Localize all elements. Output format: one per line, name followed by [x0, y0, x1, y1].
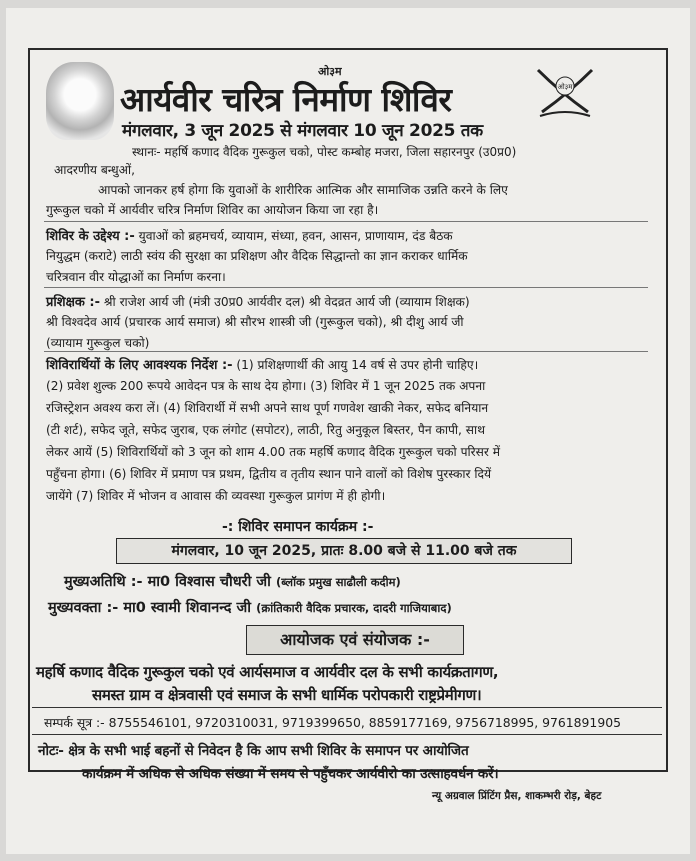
note-line: नोटः- क्षेत्र के सभी भाई बहनों से निवेदन है कि आप सभी शिविर के समापन पर आयोजित	[38, 743, 469, 759]
instructions-line: लेकर आयें (5) शिविरार्थियों को 3 जून को शाम 4.00 तक महर्षि कणाद वैदिक गुरूकुल चको परिसर में	[46, 445, 501, 459]
divider	[44, 221, 648, 222]
organizers-line: समस्त ग्राम व क्षेत्रवासी एवं समाज के सभी धार्मिक परोपकारी राष्ट्रप्रेमीगण।	[92, 686, 482, 704]
contact-label: सम्पर्क सूत्र :-	[44, 715, 105, 730]
organizers-heading-box	[246, 625, 464, 655]
printer-credit: न्यू अग्रवाल प्रिंटिंग प्रैस, शाकम्भरी रोड़, बेहट	[432, 790, 602, 802]
instructions-text: (1) प्रशिक्षणार्थी की आयु 14 वर्ष से उपर होनी चाहिए।	[236, 358, 479, 372]
speaker-line	[48, 597, 452, 617]
objective-text: युवाओं को ब्रहमचर्य, व्यायाम, संध्या, हवन, आसन, प्राणायाम, दंड बैठक	[138, 229, 453, 243]
closing-datetime-box	[116, 538, 572, 564]
divider	[32, 734, 662, 735]
trainers-label: प्रशिक्षक :-	[46, 295, 101, 310]
divider	[44, 351, 648, 352]
chief-guest-note: (ब्लॉक प्रमुख साढौली कदीम)	[276, 575, 401, 589]
trainers-text: श्री राजेश आर्य जी (मंत्री उ0प्र0 आर्यवीर दल) श्री वेदव्रत आर्य जी (व्यायाम शिक्षक)	[103, 295, 470, 309]
note-line: कार्यक्रम में अधिक से अधिक संख्या में समय से पहुँचकर आर्यवीरो का उत्साहवर्धन करें।	[82, 766, 499, 782]
objective-line: नियुद्धम (कराटे) लाठी स्वंय की सुरक्षा का प्रशिक्षण और वैदिक सिद्धान्तो का ज्ञान कराकर धार्मिक	[46, 249, 468, 263]
trainers-line: (व्यायाम गुरूकुल चको)	[46, 336, 150, 350]
chief-guest: मुख्यअतिथि :- मा0 विश्वास चौधरी जी	[64, 574, 271, 590]
speaker-note: (क्रांतिकारी वैदिक प्रचारक, दादरी गाजियाबाद)	[256, 601, 452, 615]
organizers-line: महर्षि कणाद वैदिक गुरूकुल चको एवं आर्यसमाज व आर्यवीर दल के सभी कार्यक्रतागण,	[36, 663, 499, 681]
camp-venue: स्थानः- महर्षि कणाद वैदिक गुरूकुल चको, पोस्ट कम्बोह मजरा, जिला सहारनपुर (उ0प्र0)	[132, 145, 517, 159]
objective-line	[46, 226, 453, 244]
founder-photo	[46, 62, 114, 140]
chief-guest-line	[64, 571, 401, 591]
instructions-line: (टी शर्ट), सफेद जूते, सफेद जुराब, एक लंगोट (सपोटर), लाठी, रितु अनुकूल बिस्तर, पैन कापी, साथ	[46, 423, 485, 437]
trainers-line: श्री विश्वदेव आर्य (प्रचारक आर्य समाज) श्री सौरभ शास्त्री जी (गुरूकुल चको), श्री दीशु आर्य जी	[46, 315, 464, 329]
contact-numbers: 8755546101, 9720310031, 9719399650, 8859177169, 9756718995, 9761891905	[108, 715, 621, 730]
instructions-line: रजिस्ट्रेशन अवश्य करा लें। (4) शिविरार्थी में सभी अपने साथ पूर्ण गणवेश खाकी नेकर, सफेद बनियान	[46, 401, 489, 415]
speaker: मुख्यवक्ता :- मा0 स्वामी शिवानन्द जी	[48, 600, 252, 616]
crossed-swords-logo	[532, 66, 598, 122]
organizers-heading: आयोजक एवं संयोजक :-	[280, 630, 430, 649]
instructions-line	[46, 355, 478, 373]
poster-title: आर्यवीर चरित्र निर्माण शिविर	[120, 80, 452, 119]
objective-label: शिविर के उद्देश्य :-	[46, 229, 135, 244]
logo-text: ओ३म	[557, 83, 573, 91]
instructions-label: शिविरार्थियों के लिए आवश्यक निर्देश :-	[46, 358, 233, 373]
divider	[32, 707, 662, 708]
closing-datetime: मंगलवार, 10 जून 2025, प्रातः 8.00 बजे से 11.00 बजे तक	[171, 543, 517, 559]
objective-line: चरित्रवान वीर योद्धाओं का निर्माण करना।	[46, 270, 226, 284]
om-text: ओ३म	[318, 65, 342, 78]
divider	[44, 287, 648, 288]
contact-line	[44, 714, 621, 731]
intro-line: आपको जानकर हर्ष होगा कि युवाओं के शारीरिक आत्मिक और सामाजिक उन्नति करने के लिए	[98, 183, 508, 197]
instructions-line: जायेंगे (7) शिविर में भोजन व आवास की व्यवस्था गुरूकुल प्रागंण में ही होगी।	[46, 489, 386, 503]
trainers-line	[46, 292, 470, 310]
instructions-line: पहुँचना होगा। (6) शिविर में प्रमाण पत्र प्रथम, द्वितीय व तृतीय स्थान पाने वालों को विशेष पुरस्कार दियें	[46, 467, 492, 481]
salutation: आदरणीय बन्धुओं,	[54, 163, 135, 177]
closing-heading: -: शिविर समापन कार्यक्रम :-	[222, 519, 374, 535]
intro-line: गुरूकुल चको में आर्यवीर चरित्र निर्माण शिविर का आयोजन किया जा रहा है।	[46, 203, 379, 217]
camp-dates: मंगलवार, 3 जून 2025 से मंगलवार 10 जून 2025 तक	[122, 121, 483, 141]
instructions-line: (2) प्रवेश शुल्क 200 रूपये आवेदन पत्र के साथ देय होगा। (3) शिविर में 1 जून 2025 तक अपना	[46, 379, 486, 393]
